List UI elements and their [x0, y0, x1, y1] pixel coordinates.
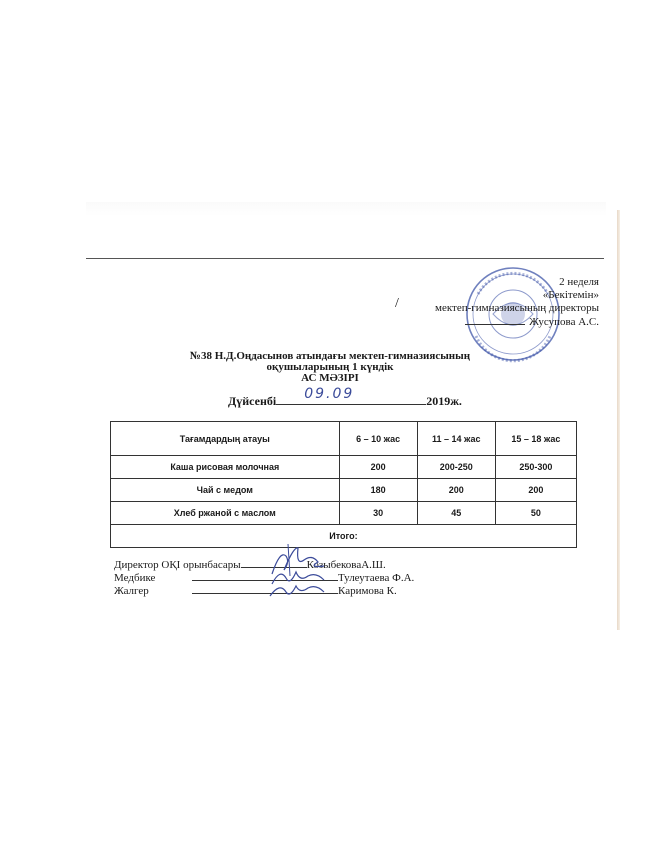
- signatory-name: Каримова К.: [338, 585, 397, 597]
- header-age-6-10: 6 – 10 жас: [339, 422, 417, 456]
- signatory-row: [114, 557, 414, 570]
- dish-name: Хлеб ржаной с маслом: [111, 502, 340, 525]
- date-line: [276, 386, 426, 405]
- table-row: [111, 479, 577, 502]
- title-line-1: №38 Н.Д.Оңдасынов атындағы мектеп-гимназиясының: [189, 350, 471, 362]
- header-dish: Тағамдардың атауы: [111, 422, 340, 456]
- scan-edge-top: [86, 202, 606, 216]
- document-title: [170, 351, 490, 384]
- approval-block: [435, 276, 599, 329]
- portion-15-18: 50: [495, 502, 576, 525]
- signature-3-icon: [268, 580, 326, 602]
- day-label: Дүйсенбі: [228, 394, 277, 408]
- menu-table: [110, 421, 577, 548]
- total-row: [111, 525, 577, 548]
- portion-6-10: 200: [339, 456, 417, 479]
- portion-11-14: 200-250: [417, 456, 495, 479]
- week-label: 2 неделя: [559, 276, 599, 288]
- year-label: 2019ж.: [426, 394, 462, 408]
- signatory-name: КозыбековаА.Ш.: [306, 559, 386, 571]
- signatory-name: Тулеутаева Ф.А.: [338, 572, 415, 584]
- table-row: [111, 502, 577, 525]
- portion-11-14: 200: [417, 479, 495, 502]
- dish-name: Каша рисовая молочная: [111, 456, 340, 479]
- director-name-row: [435, 315, 599, 329]
- portion-6-10: 30: [339, 502, 417, 525]
- signatory-role: Директор ОҚІ орынбасары: [114, 559, 241, 571]
- portion-11-14: 45: [417, 502, 495, 525]
- portion-15-18: 200: [495, 479, 576, 502]
- portion-6-10: 180: [339, 479, 417, 502]
- header-age-11-14: 11 – 14 жас: [417, 422, 495, 456]
- header-age-15-18: 15 – 18 жас: [495, 422, 576, 456]
- scan-edge-right: [617, 210, 620, 630]
- title-line-2: оқушыларының 1 күндік: [266, 361, 394, 373]
- approve-label: «Бекітемін»: [542, 289, 599, 301]
- signature-line: [465, 315, 525, 325]
- signatory-role: Жалгер: [114, 585, 149, 597]
- table-row: [111, 456, 577, 479]
- signatory-row: [114, 570, 414, 583]
- top-divider: [86, 258, 604, 259]
- table-header-row: [111, 422, 577, 456]
- signatories: [114, 557, 414, 596]
- dish-name: Чай с медом: [111, 479, 340, 502]
- handwritten-date: 09.09: [304, 386, 355, 402]
- signatory-role: Медбике: [114, 572, 156, 584]
- total-label: Итого:: [111, 525, 577, 548]
- portion-15-18: 250-300: [495, 456, 576, 479]
- director-title: мектеп-гимназиясының директоры: [434, 302, 599, 314]
- signatory-row: [114, 583, 414, 596]
- handwritten-mark: /: [395, 296, 399, 311]
- date-row: [228, 386, 462, 409]
- title-line-3: АС МӘЗІРІ: [301, 372, 359, 384]
- director-name: Жусупова А.С.: [529, 316, 599, 328]
